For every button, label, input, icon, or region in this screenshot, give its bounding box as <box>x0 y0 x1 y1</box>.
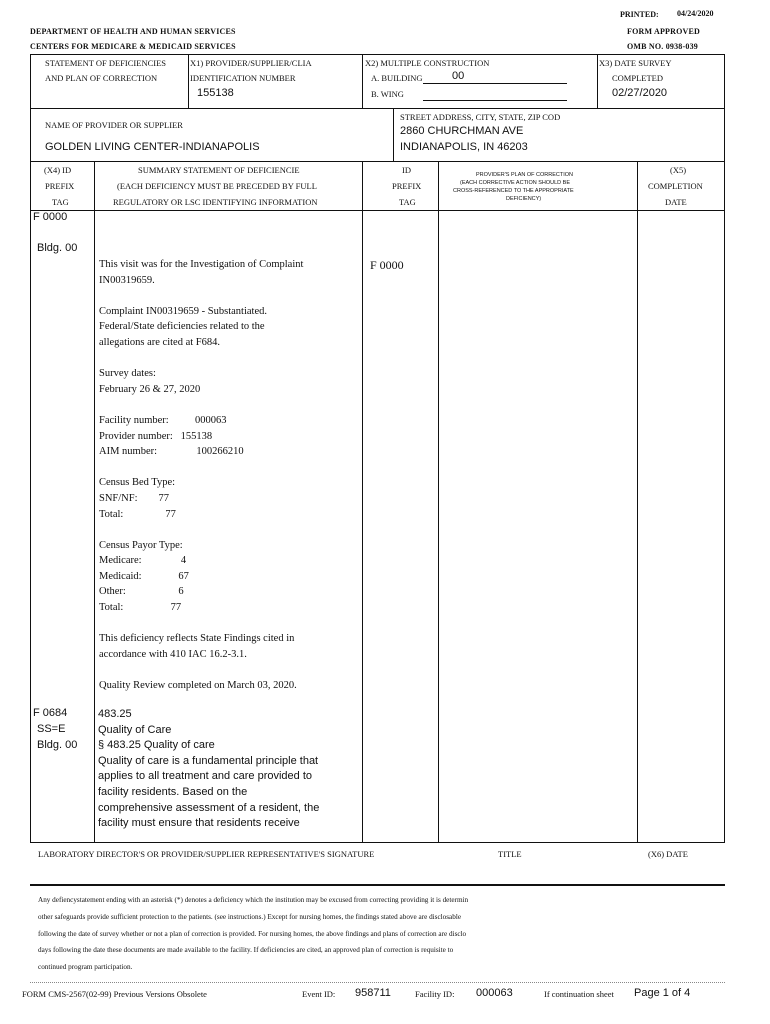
x6-date-label: (X6) DATE <box>648 849 688 859</box>
rule <box>438 161 439 843</box>
form-number: FORM CMS-2567(02-99) Previous Versions Obsolete <box>22 989 207 999</box>
body-line: Quality Review completed on March 03, 2020. <box>99 680 297 692</box>
rule <box>30 161 31 843</box>
body-line: SNF/NF: 77 <box>99 492 170 504</box>
id-header-3: TAG <box>399 197 416 207</box>
body-line: Federal/State deficiencies related to the <box>99 321 265 333</box>
f684-line: applies to all treatment and care provided to <box>98 770 313 783</box>
provider-name-label: NAME OF PROVIDER OR SUPPLIER <box>45 120 183 130</box>
x3-label: X3) DATE SURVEY <box>599 58 672 68</box>
x2-label: X2) MULTIPLE CONSTRUCTION <box>365 58 490 68</box>
body-line: Other: 6 <box>99 586 184 598</box>
tag-bldg-2: Bldg. 00 <box>37 739 78 751</box>
rule <box>423 83 567 84</box>
rule <box>30 54 725 55</box>
body-line: Survey dates: <box>99 368 156 380</box>
x1-label-2: IDENTIFICATION NUMBER <box>190 73 296 83</box>
disclaimer-line: continued program participation. <box>38 963 133 972</box>
f684-line: 483.25 <box>98 708 132 720</box>
body-line: AIM number: 100266210 <box>99 446 244 458</box>
rule <box>637 161 638 843</box>
rule <box>30 210 725 211</box>
body-line: Medicare: 4 <box>99 555 187 567</box>
summary-header-2: (EACH DEFICIENCY MUST BE PRECEDED BY FULL <box>117 181 317 191</box>
disclaimer-line: other safeguards provide sufficient protection to the patients. (see instructions.) Except for nursing homes, the findings stated above are disclosable <box>38 912 462 921</box>
body-line: Facility number: 000063 <box>99 414 227 426</box>
id-header-2: PREFIX <box>392 181 422 191</box>
body-line <box>99 288 303 304</box>
building-value: 00 <box>452 70 465 82</box>
page-number: Page 1 of 4 <box>634 987 691 999</box>
f684-line: § 483.25 Quality of care <box>98 739 215 752</box>
dept-title: DEPARTMENT OF HEALTH AND HUMAN SERVICES <box>30 27 236 36</box>
facility-id-label: Facility ID: <box>415 989 455 999</box>
tag-f0000-right: F 0000 <box>370 258 404 272</box>
rule <box>724 54 725 162</box>
body-line: accordance with 410 IAC 16.2-3.1. <box>99 648 247 660</box>
body-line: Provider number: 155138 <box>99 430 213 442</box>
rule <box>94 161 95 843</box>
event-id-label: Event ID: <box>302 989 336 999</box>
disclaimer-line: days following the date these documents are made available to the facility. If deficiencies are cited, an approved plan of correction is requisite to <box>38 946 454 955</box>
provider-number: 155138 <box>197 87 234 99</box>
tag-sse: SS=E <box>37 723 66 735</box>
body-line <box>99 460 303 476</box>
body-line: allegations are cited at F684. <box>99 336 221 348</box>
body-line <box>99 351 303 367</box>
rule <box>30 884 725 886</box>
f684-line: facility must ensure that residents receive <box>98 817 300 830</box>
x5-header-2: COMPLETION <box>648 181 703 191</box>
tag-f0000: F 0000 <box>33 211 68 223</box>
printed-date: 04/24/2020 <box>677 9 714 18</box>
f684-line: facility residents. Based on the <box>98 785 248 798</box>
x4-header: (X4) ID <box>44 165 72 175</box>
x5-header-3: DATE <box>665 197 687 207</box>
statement-label-2: AND PLAN OF CORRECTION <box>45 73 158 83</box>
plan-header-3: CROSS-REFERENCED TO THE APPROPRIATE <box>453 188 574 194</box>
f684-line: Quality of Care <box>98 723 172 736</box>
building-label: A. BUILDING <box>371 73 423 83</box>
tag-f0684: F 0684 <box>33 707 68 719</box>
body-line: Complaint IN00319659 - Substantiated. <box>99 305 267 317</box>
body-line: Census Payor Type: <box>99 539 183 551</box>
x4-header-2: PREFIX <box>45 181 75 191</box>
plan-header: PROVIDER'S PLAN OF CORRECTION <box>476 172 574 178</box>
body-line: Medicaid: 67 <box>99 570 189 582</box>
provider-name: GOLDEN LIVING CENTER-INDIANAPOLIS <box>45 141 260 153</box>
body-line: This visit was for the Investigation of Complaint <box>99 259 304 270</box>
rule <box>597 54 598 108</box>
disclaimer-line: following the date of survey whether or not a plan of correction is provided. For nursing homes, the above findings and plans of correction are disclo <box>38 929 467 938</box>
rule <box>30 842 725 843</box>
omb-number: OMB NO. 0938-039 <box>627 42 698 51</box>
f684-body <box>98 707 319 832</box>
event-id: 958711 <box>355 987 391 999</box>
x4-header-3: TAG <box>52 197 69 207</box>
printed-label: PRINTED: <box>620 10 659 19</box>
x1-label: X1) PROVIDER/SUPPLIER/CLIA <box>190 58 312 68</box>
title-label: TITLE <box>498 849 522 859</box>
rule <box>423 100 567 101</box>
rule <box>30 108 725 109</box>
body-line <box>99 522 303 538</box>
rule <box>362 54 363 108</box>
address-label: STREET ADDRESS, CITY, STATE, ZIP COD <box>400 112 561 122</box>
rule <box>362 161 363 843</box>
f684-line: Quality of care is a fundamental principle that <box>98 754 319 767</box>
address-line-2: INDIANAPOLIS, IN 46203 <box>400 141 528 153</box>
rule <box>30 54 31 162</box>
rule <box>724 161 725 843</box>
body-line: Total: 77 <box>99 508 176 520</box>
disclaimer-line: Any defiencystatement ending with an asterisk (*) denotes a deficiency which the institution may be excused from correcting providing it is determin <box>38 896 469 904</box>
form-approved: FORM APPROVED <box>627 27 701 36</box>
body-line <box>99 662 303 678</box>
rule <box>393 108 394 162</box>
facility-id: 000063 <box>476 987 513 999</box>
body-line: Total: 77 <box>99 602 182 614</box>
centers-title: CENTERS FOR MEDICARE & MEDICAID SERVICES <box>30 42 236 51</box>
body-line: February 26 & 27, 2020 <box>99 383 201 395</box>
body-line: IN00319659. <box>99 274 155 286</box>
plan-header-4: DEFICIENCY) <box>506 196 542 202</box>
body-line <box>99 397 303 413</box>
rule <box>188 54 189 108</box>
x5-header: (X5) <box>670 165 687 175</box>
plan-header-2: (EACH CORRECTIVE ACTION SHOULD BE <box>460 180 571 186</box>
f684-line: comprehensive assessment of a resident, the <box>98 801 320 814</box>
wing-label: B. WING <box>371 89 404 99</box>
survey-date: 02/27/2020 <box>612 87 668 99</box>
rule <box>30 161 725 162</box>
summary-body <box>99 257 303 694</box>
footer-divider <box>30 982 725 983</box>
x3-label-2: COMPLETED <box>612 73 663 83</box>
summary-header-3: REGULATORY OR LSC IDENTIFYING INFORMATION <box>113 197 318 207</box>
body-line <box>99 616 303 632</box>
signature-label: LABORATORY DIRECTOR'S OR PROVIDER/SUPPLIER REPRESENTATIVE'S SIGNATURE <box>38 849 375 859</box>
statement-label: STATEMENT OF DEFICIENCIES <box>45 58 167 68</box>
body-line: Census Bed Type: <box>99 477 176 489</box>
address-line-1: 2860 CHURCHMAN AVE <box>400 125 524 137</box>
body-line: This deficiency reflects State Findings cited in <box>99 633 295 645</box>
id-header: ID <box>402 165 411 175</box>
tag-bldg-1: Bldg. 00 <box>37 242 78 254</box>
disclaimer <box>38 892 468 976</box>
continuation-label: If continuation sheet <box>544 989 614 999</box>
summary-header: SUMMARY STATEMENT OF DEFICIENCIE <box>138 165 300 175</box>
